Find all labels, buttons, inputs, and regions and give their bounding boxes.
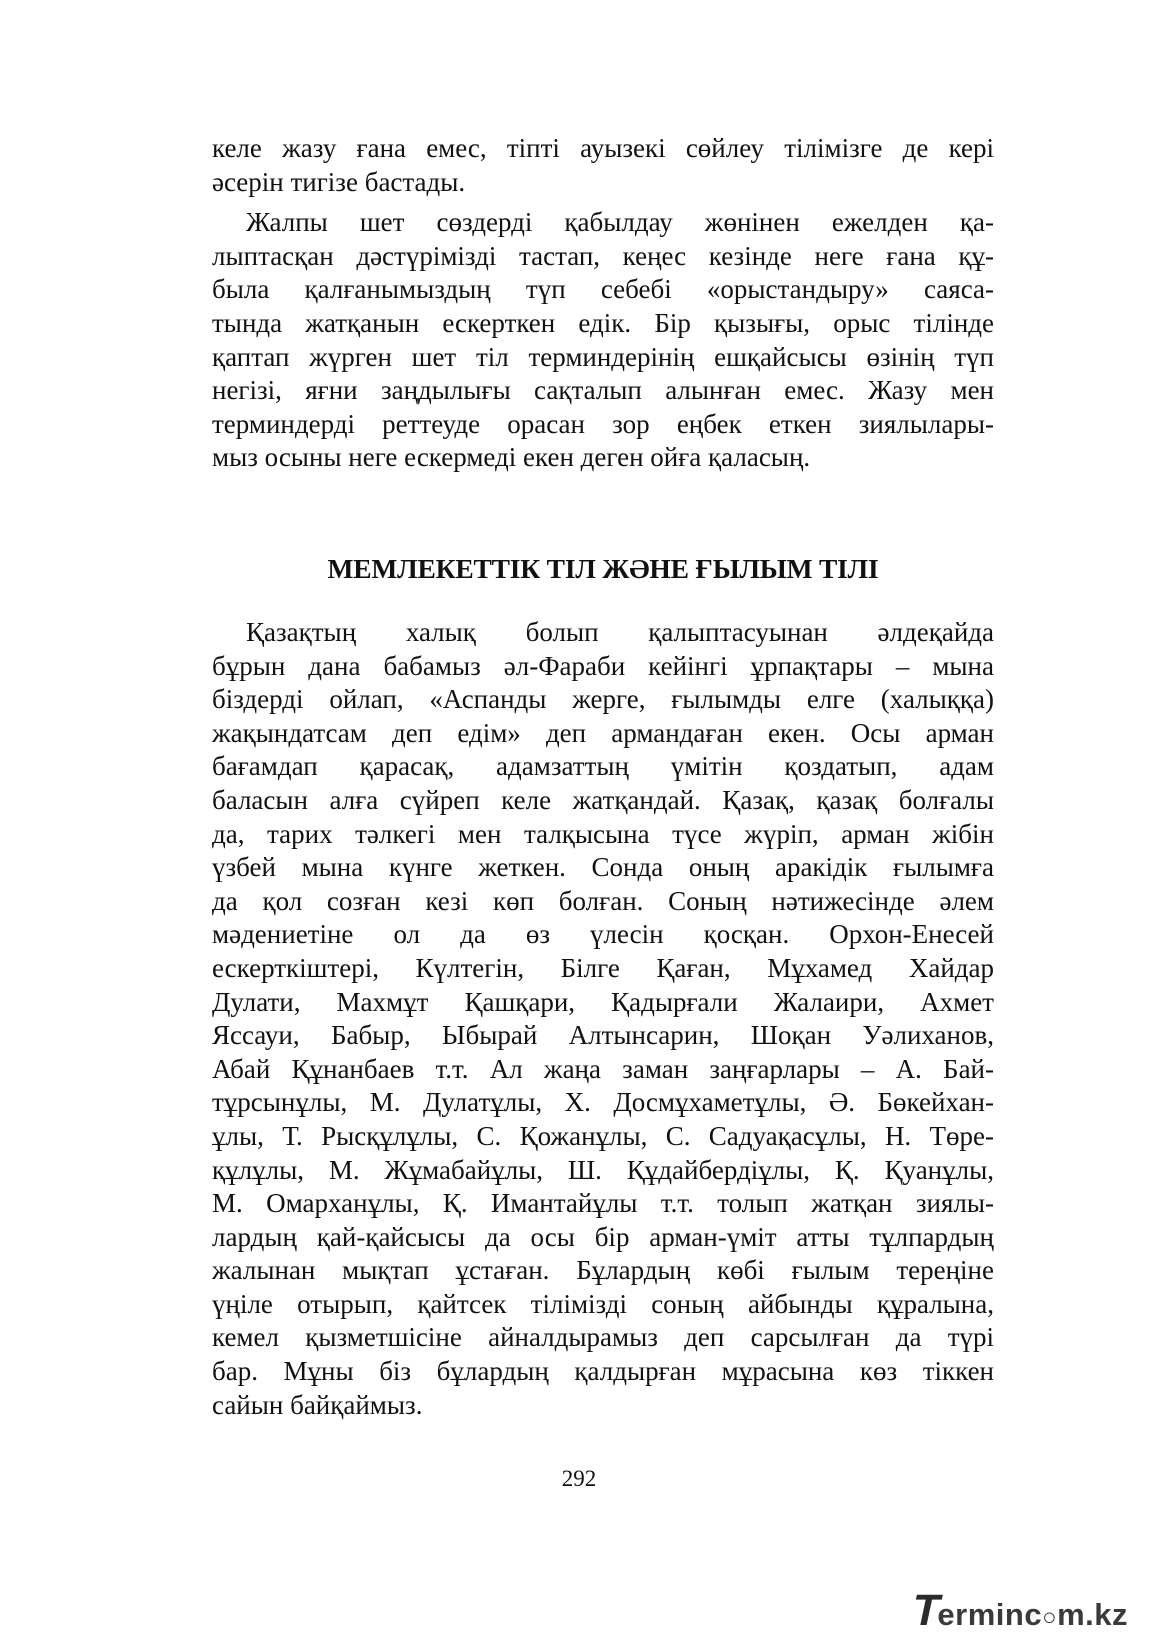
- text-line: бұрын дана бабамыз әл-Фараби кейінгі ұрпақтары – мына: [212, 650, 994, 681]
- text-line: мыз осыны неге ескермеді екен деген ойға қаласың.: [212, 442, 811, 473]
- text-line: жалынан мықтап ұстаған. Бұлардың көбі ғылым тереңіне: [212, 1255, 994, 1286]
- text-line: негізі, яғни заңдылығы сақталып алынған емес. Жазу мен: [212, 375, 994, 406]
- text-line: құлұлы, М. Жұмабайұлы, Ш. Құдайбердіұлы, Қ. Қуанұлы,: [212, 1154, 994, 1185]
- text-line: баласын алға сүйреп келе жатқандай. Қазақ, қазақ болғалы: [212, 784, 994, 815]
- text-line: да, тарих тәлкегі мен талқысына түсе жүріп, арман жібін: [212, 818, 994, 849]
- text-line: бағамдап қарасақ, адамзаттың үмітін қоздатып, адам: [212, 751, 994, 782]
- text-line: была қалғанымыздың түп себебі «орыстандыру» саяса-: [212, 274, 994, 305]
- text-line: біздерді ойлап, «Аспанды жерге, ғылымды елге (халыққа): [212, 684, 994, 715]
- logo-domain: m.kz: [1057, 1597, 1128, 1632]
- text-line: мәдениетіне ол да өз үлесін қосқан. Орхон-Енесей: [212, 919, 994, 950]
- text-line: үзбей мына күнге жеткен. Сонда оның аракідік ғылымға: [212, 852, 994, 883]
- text-line: Абай Құнанбаев т.т. Ал жаңа заман заңғарлары – А. Бай-: [212, 1053, 994, 1084]
- text-line: тында жатқанын ескерткен едік. Бір қызығы, орыс тілінде: [212, 307, 994, 338]
- text-line: терминдерді реттеуде орасан зор еңбек еткен зиялылары-: [212, 408, 994, 439]
- text-line: ұлы, Т. Рысқұлұлы, С. Қожанұлы, С. Садуақасұлы, Н. Төре-: [212, 1120, 994, 1151]
- paragraph-kazaktyn-halyk: [212, 616, 994, 1422]
- text-line: Қазақтың халық болып қалыптасуынан әлдеқайда: [246, 617, 994, 647]
- terminkom-logo: [907, 1586, 1128, 1636]
- text-line: лардың қай-қайсысы да осы бір арман-үміт атты тұлпардың: [212, 1221, 994, 1252]
- text-line: Жалпы шет сөздерді қабылдау жөнінен ежелден қа-: [246, 207, 994, 238]
- text-line: Дулати, Махмұт Қашқари, Қадырғали Жалаири, Ахмет: [212, 986, 994, 1017]
- text-line: кемел қызметшісіне айналдырамыз деп сарсылған да түрі: [212, 1322, 994, 1353]
- text-line: жақындатсам деп едім» деп армандаған екен. Осы арман: [212, 717, 994, 748]
- text-line: тұрсынұлы, М. Дулатұлы, Х. Досмұхаметұлы, Ә. Бөкейхан-: [212, 1087, 994, 1118]
- text-line: үңіле отырып, қайтсек тілімізді соның айбынды құралына,: [212, 1288, 994, 1319]
- logo-text: erminc: [937, 1597, 1043, 1632]
- text-line: әсерін тигізе бастады.: [212, 166, 466, 197]
- text-line: Яссауи, Бабыр, Ыбырай Алтынсарин, Шоқан Уәлиханов,: [212, 1020, 994, 1051]
- continuation-paragraph: [212, 132, 994, 199]
- text-line: ескерткіштері, Күлтегін, Білге Қаған, Мұхамед Хайдар: [212, 952, 994, 983]
- paragraph-shet-sozder: [212, 206, 994, 475]
- section-body: [212, 616, 994, 1422]
- text-line: сайын байқаймыз.: [212, 1389, 423, 1420]
- logo-letter-t: T: [907, 1586, 946, 1635]
- text-line: да қол созған кезі көп болған. Соның нәтижесінде әлем: [212, 885, 994, 916]
- text-line: бар. Мұны біз бұлардың қалдырған мұрасына көз тіккен: [212, 1356, 994, 1387]
- section-heading: МЕМЛЕКЕТТІК ТІЛ ЖӘНЕ ҒЫЛЫМ ТІЛІ: [327, 553, 879, 584]
- text-line: келе жазу ғана емес, тіпті ауызекі сөйлеу тілімізге де кері: [212, 133, 994, 163]
- text-line: лыптасқан дәстүрімізді тастап, кеңес кезінде неге ғана құ-: [212, 240, 994, 271]
- text-line: қаптап жүрген шет тіл терминдерінің ешқайсысы өзінің түп: [212, 341, 994, 372]
- page-number: 292: [561, 1466, 597, 1491]
- page-body: [212, 132, 994, 1420]
- logo-o-glyph: ○: [1042, 1604, 1058, 1631]
- text-line: М. Омарханұлы, Қ. Имантайұлы т.т. толып жатқан зиялы-: [212, 1188, 994, 1219]
